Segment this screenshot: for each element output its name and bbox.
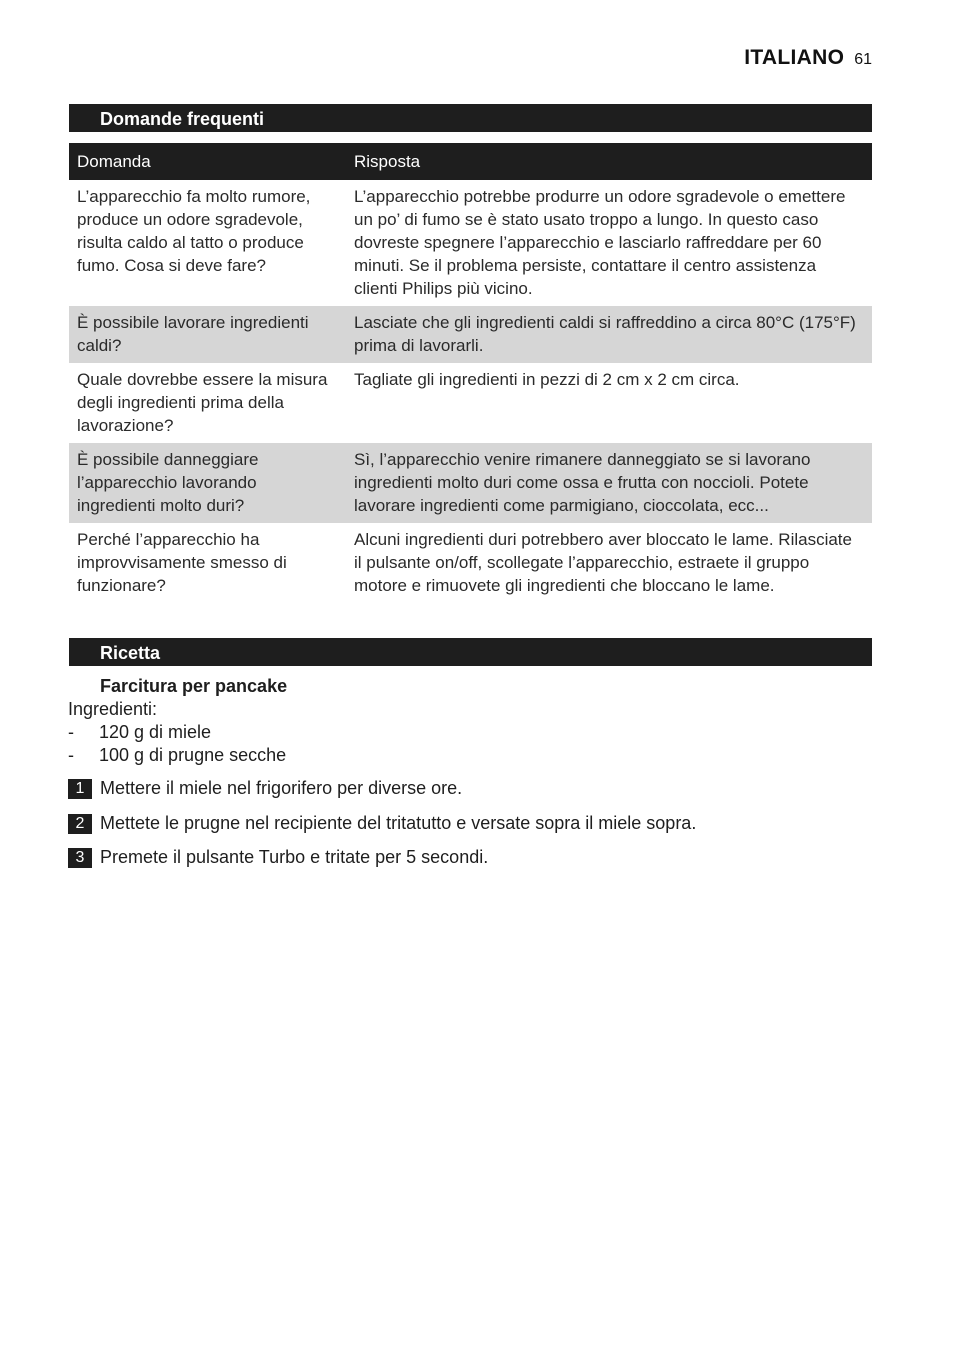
- step-text: Mettere il miele nel frigorifero per diverse ore.: [100, 778, 463, 798]
- faq-heading: Domande frequenti: [69, 104, 872, 132]
- column-header-question: Domanda: [69, 143, 346, 180]
- step-item: [68, 813, 696, 834]
- bullet-dash: -: [68, 745, 74, 765]
- bullet-dash: -: [68, 722, 74, 742]
- question-cell: È possibile danneggiare l’apparecchio lavorando ingredienti molto duri?: [69, 443, 346, 523]
- question-cell: Quale dovrebbe essere la misura degli ingredienti prima della lavorazione?: [77, 370, 328, 435]
- question-cell: Perché l’apparecchio ha improvvisamente smesso di funzionare?: [77, 530, 287, 595]
- table-row: [69, 306, 872, 363]
- step-text: Premete il pulsante Turbo e tritate per 5 secondi.: [100, 847, 489, 867]
- step-number-badge: 1: [68, 779, 92, 799]
- question-cell: È possibile lavorare ingredienti caldi?: [69, 306, 346, 363]
- column-header-answer: Risposta: [346, 143, 872, 180]
- list-item: [68, 744, 878, 767]
- recipe-block: [68, 675, 878, 767]
- answer-cell: Alcuni ingredienti duri potrebbero aver bloccato le lame. Rilasciate il pulsante on/off, scollegate l’apparecchio, estraete il gruppo motore e rimuovete gli ingredienti che bloccano le lame.: [354, 530, 852, 595]
- step-item: [68, 847, 488, 868]
- page-header: [744, 46, 872, 70]
- page-number: 61: [854, 51, 872, 68]
- recipe-heading: Ricetta: [69, 638, 872, 666]
- answer-cell: Sì, l’apparecchio venire rimanere danneggiato se si lavorano ingredienti molto duri come ossa e frutta con noccioli. Potete lavorare ingredienti come parmigiano, cioccolata, ecc...: [346, 443, 872, 523]
- answer-cell: L’apparecchio potrebbe produrre un odore sgradevole o emettere un po’ di fumo se è stato usato troppo a lungo. In questo caso dovreste spegnere l’apparecchio e lasciarlo raffreddare per 60 minuti. Se il problema persiste, contattare il centro assistenza clienti Philips più vicino.: [354, 187, 846, 298]
- faq-table: [69, 143, 872, 626]
- step-item: [68, 778, 462, 799]
- answer-cell: Lasciate che gli ingredienti caldi si raffreddino a circa 80°C (175°F) prima di lavorarli.: [346, 306, 872, 363]
- step-text: Mettete le prugne nel recipiente del tritatutto e versate sopra il miele sopra.: [100, 813, 697, 833]
- step-number-badge: 3: [68, 848, 92, 868]
- question-cell: L’apparecchio fa molto rumore, produce un odore sgradevole, risulta caldo al tatto o produce fumo. Cosa si deve fare?: [77, 187, 311, 275]
- ingredient-text: 120 g di miele: [99, 722, 212, 742]
- recipe-title: Farcitura per pancake: [100, 676, 288, 696]
- table-row: [69, 523, 872, 626]
- table-row: [69, 180, 872, 306]
- ingredient-text: 100 g di prugne secche: [99, 745, 287, 765]
- table-row: [69, 363, 872, 443]
- ingredients-label: Ingredienti:: [68, 699, 158, 719]
- table-row: [69, 443, 872, 523]
- answer-cell: Tagliate gli ingredienti in pezzi di 2 cm x 2 cm circa.: [354, 370, 740, 389]
- language-label: ITALIANO: [744, 46, 845, 69]
- step-number-badge: 2: [68, 814, 92, 834]
- list-item: [68, 721, 878, 744]
- faq-table-header-row: [69, 143, 872, 180]
